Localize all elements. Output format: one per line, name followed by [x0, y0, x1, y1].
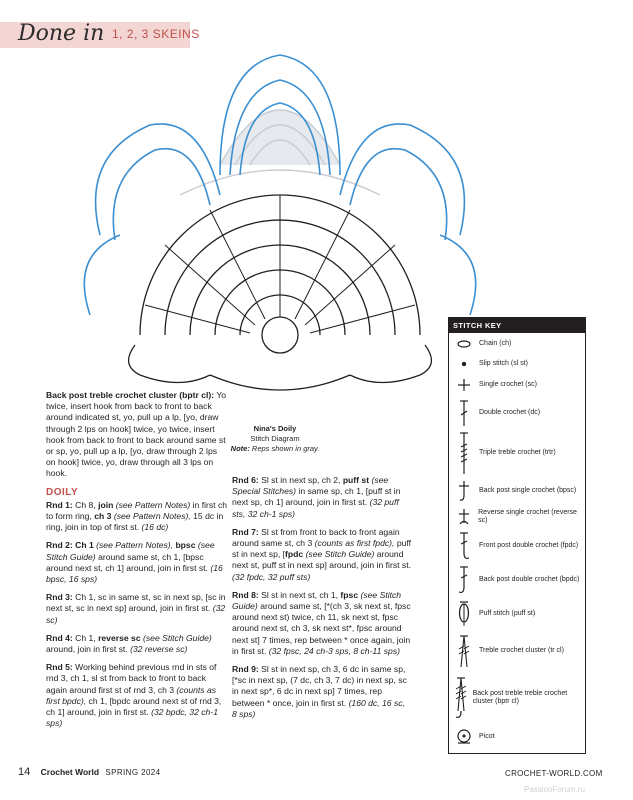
round-ref: (see Stitch Guide): [143, 632, 212, 643]
reverse-sc-icon: [449, 507, 478, 527]
round-3: [46, 592, 228, 626]
website-url[interactable]: CROCHET-WORLD.COM: [505, 769, 603, 778]
key-label: Treble crochet cluster (tr cl): [479, 646, 564, 654]
round-ref: (see Stitch Guide): [232, 589, 402, 612]
note-label: Note:: [230, 444, 250, 453]
round-count: (32 sc): [46, 603, 226, 625]
key-label: Picot: [479, 732, 495, 740]
round-label: Rnd 1:: [46, 499, 73, 510]
round-text: ch 1, [bpdc around next st of rnd 3, ch 1] around, join in first st.: [46, 695, 222, 718]
slip-stitch-icon: [449, 360, 479, 368]
round-label: Rnd 7:: [232, 526, 259, 537]
round-label: Rnd 3:: [46, 592, 73, 603]
round-8: [232, 590, 412, 657]
diagram-title: Nina's Doily: [253, 424, 297, 433]
triple-treble-icon: [449, 431, 479, 475]
key-row-single-crochet: [449, 374, 585, 396]
picot-icon: [449, 728, 479, 746]
round-term: reverse sc: [98, 632, 141, 643]
round-label: Rnd 8:: [232, 589, 259, 600]
round-count: (32 reverse sc): [130, 644, 188, 655]
page-footer: [18, 766, 161, 778]
round-2: [46, 540, 228, 585]
round-text: Ch 1,: [75, 632, 96, 643]
round-count: (32 fpsc, 24 ch-3 sps, 8 ch-11 sps): [268, 645, 400, 656]
round-text: around same st, ch 1, [bpsc around next st, ch 1] around, join in first st.: [46, 551, 208, 573]
round-text: Ch 1, sc in same st, sc in next sp, [sc in next st, sc in next sp] around, join in first st.: [46, 592, 226, 614]
key-row-bptr-cluster: [449, 674, 585, 722]
round-7: [232, 527, 412, 583]
round-text: in same sp, ch 1, [puff st in next sp, ch 1] around, join in first st.: [232, 486, 401, 508]
bptr-cl-definition: [46, 390, 228, 480]
round-ref: (see Special Stitches): [232, 475, 389, 497]
stitch-key: [448, 317, 586, 754]
round-label: Rnd 4:: [46, 632, 73, 643]
round-text: 15 dc in ring, join in top of first st.: [46, 511, 224, 533]
round-term: puff st: [342, 475, 370, 485]
round-ref: (see Pattern Notes),: [96, 540, 174, 551]
bptr-cluster-icon: [449, 675, 473, 721]
key-label: Chain (ch): [479, 339, 512, 347]
round-term: bpsc: [175, 540, 196, 551]
stitch-key-title: STITCH KEY: [449, 318, 585, 333]
key-row-picot: [449, 726, 585, 748]
bpsc-icon: [449, 479, 479, 503]
watermark: PassionForum.ru: [524, 785, 585, 794]
round-count: (16 dc): [141, 522, 169, 533]
key-row-puff-stitch: [449, 598, 585, 630]
fpdc-icon: [449, 531, 479, 561]
skein-count: 1, 2, 3 SKEINS: [112, 27, 200, 41]
key-label: Triple treble crochet (trtr): [479, 448, 556, 456]
round-text: Ch 8,: [75, 499, 96, 510]
round-count: (160 dc, 16 sc, 8 sps): [232, 697, 405, 719]
round-term: ch 3: [94, 511, 112, 522]
round-term: fpsc: [340, 589, 359, 600]
key-label: Single crochet (sc): [479, 380, 537, 388]
round-ref: (see Stitch Guide): [305, 549, 375, 560]
key-label: Back post treble treble crochet cluster (bptr cl): [472, 689, 568, 705]
round-label: Rnd 2: Ch 1: [46, 540, 94, 551]
page-number: 14: [18, 766, 31, 778]
round-text: around, join in first st.: [46, 644, 128, 655]
round-count: (16 bpsc, 16 sps): [46, 562, 223, 585]
round-text: Sl st from front to back to front again around same st, ch 3: [232, 526, 400, 549]
single-crochet-icon: [449, 378, 479, 392]
round-5: [46, 662, 228, 729]
publication-name: Crochet World: [40, 767, 100, 777]
key-row-reverse-sc: [449, 506, 585, 528]
note-text: Reps shown in gray.: [251, 444, 320, 453]
round-count: (32 bpdc, 32 ch-1 sps): [46, 707, 218, 729]
round-9: [232, 664, 412, 720]
round-text: puff st in next sp, [: [232, 538, 411, 560]
round-count: (32 fpdc, 32 puff sts): [232, 571, 311, 582]
round-text: Sl st in next st, ch 1,: [261, 589, 339, 600]
issue-season: SPRING 2024: [105, 768, 161, 777]
key-row-chain: [449, 336, 585, 352]
round-label: Rnd 6:: [232, 475, 259, 485]
bptr-cl-term: Back post treble crochet cluster (bptr cl):: [46, 390, 215, 400]
round-ref: (counts as first bpdc),: [46, 684, 217, 706]
round-text: Sl st in next sp, ch 3, 6 dc in same sp, [*sc in next sp, (7 dc, ch 3, 7 dc) in next sp, sc in next sp*, 6 dc in next sp] 7 times, rep between * once, join in first st.: [232, 664, 407, 708]
round-ref: (see Pattern Notes),: [113, 511, 191, 522]
round-text: Sl st in next sp, ch 2,: [261, 475, 341, 485]
round-text: around same st, [*(ch 3, sk next st, fpsc around next st) twice, ch 11, sk next st, fpsc around next st, ch 3, sk next st*, fpsc around next st] 7 times, rep between * once again, join in first st.: [232, 601, 411, 656]
key-row-fpdc: [449, 530, 585, 562]
round-ref: (see Pattern Notes): [115, 499, 191, 510]
round-ref: (see Stitch Guide): [46, 540, 215, 562]
key-row-bpsc: [449, 478, 585, 504]
key-row-treble-cluster: [449, 632, 585, 670]
key-label: Back post single crochet (bpsc): [479, 486, 577, 494]
left-column: [46, 390, 228, 736]
round-count: (32 puff sts, 32 ch-1 sps): [232, 497, 399, 519]
key-label: Back post double crochet (bpdc): [479, 575, 580, 583]
round-text: in first ch to form ring,: [46, 499, 228, 522]
round-6: [232, 475, 412, 520]
key-label: Slip stitch (sl st): [479, 359, 529, 367]
round-label: Rnd 5:: [46, 662, 73, 673]
round-ref: (counts as first fpdc),: [314, 538, 395, 549]
treble-cluster-icon: [449, 633, 479, 669]
round-4: [46, 633, 228, 655]
round-text: Working behind previous rnd in sts of rnd 3, ch 1, sl st from back to front to back again around first st of rnd 3, ch 3: [46, 662, 217, 695]
key-row-slip-stitch: [449, 356, 585, 372]
stitch-diagram: [60, 35, 500, 405]
key-label: Front post double crochet (fpdc): [479, 541, 579, 549]
key-label: Double crochet (dc): [479, 408, 541, 416]
round-1: [46, 500, 228, 534]
double-crochet-icon: [449, 399, 479, 427]
round-label: Rnd 9:: [232, 664, 259, 675]
key-row-bpdc: [449, 564, 585, 596]
section-heading-doily: DOILY: [46, 486, 79, 498]
diagram-posts: [145, 195, 415, 333]
middle-column: [232, 475, 412, 727]
key-label: Reverse single crochet (reverse sc): [478, 508, 577, 524]
round-term: join: [98, 499, 114, 510]
chain-icon: [449, 340, 479, 348]
puff-stitch-icon: [449, 599, 479, 629]
round-term: fpdc: [285, 549, 304, 560]
key-label: Puff stitch (puff st): [479, 609, 536, 617]
diagram-repeat-gray: [180, 110, 380, 195]
key-row-double-crochet: [449, 398, 585, 428]
bpdc-icon: [449, 565, 479, 595]
bptr-cl-text: Yo twice, insert hook from back to front to back around indicated st, yo, pull up a lp, [yo, draw through 2 lps on hook] twice, yo twice, insert hook from back to front to back around same st or sp, yo, pull up a lp, [yo, draw through 2 lps on hook] twice, yo, draw through all 3 lps on hook.: [46, 390, 227, 479]
round-text: around next st, puff st in next sp] around, join in first st.: [232, 549, 411, 571]
diagram-subtitle: Stitch Diagram: [250, 434, 300, 443]
key-row-triple-treble: [449, 430, 585, 476]
diagram-edge-black: [129, 345, 432, 390]
done-in-script: Done in: [18, 21, 105, 46]
